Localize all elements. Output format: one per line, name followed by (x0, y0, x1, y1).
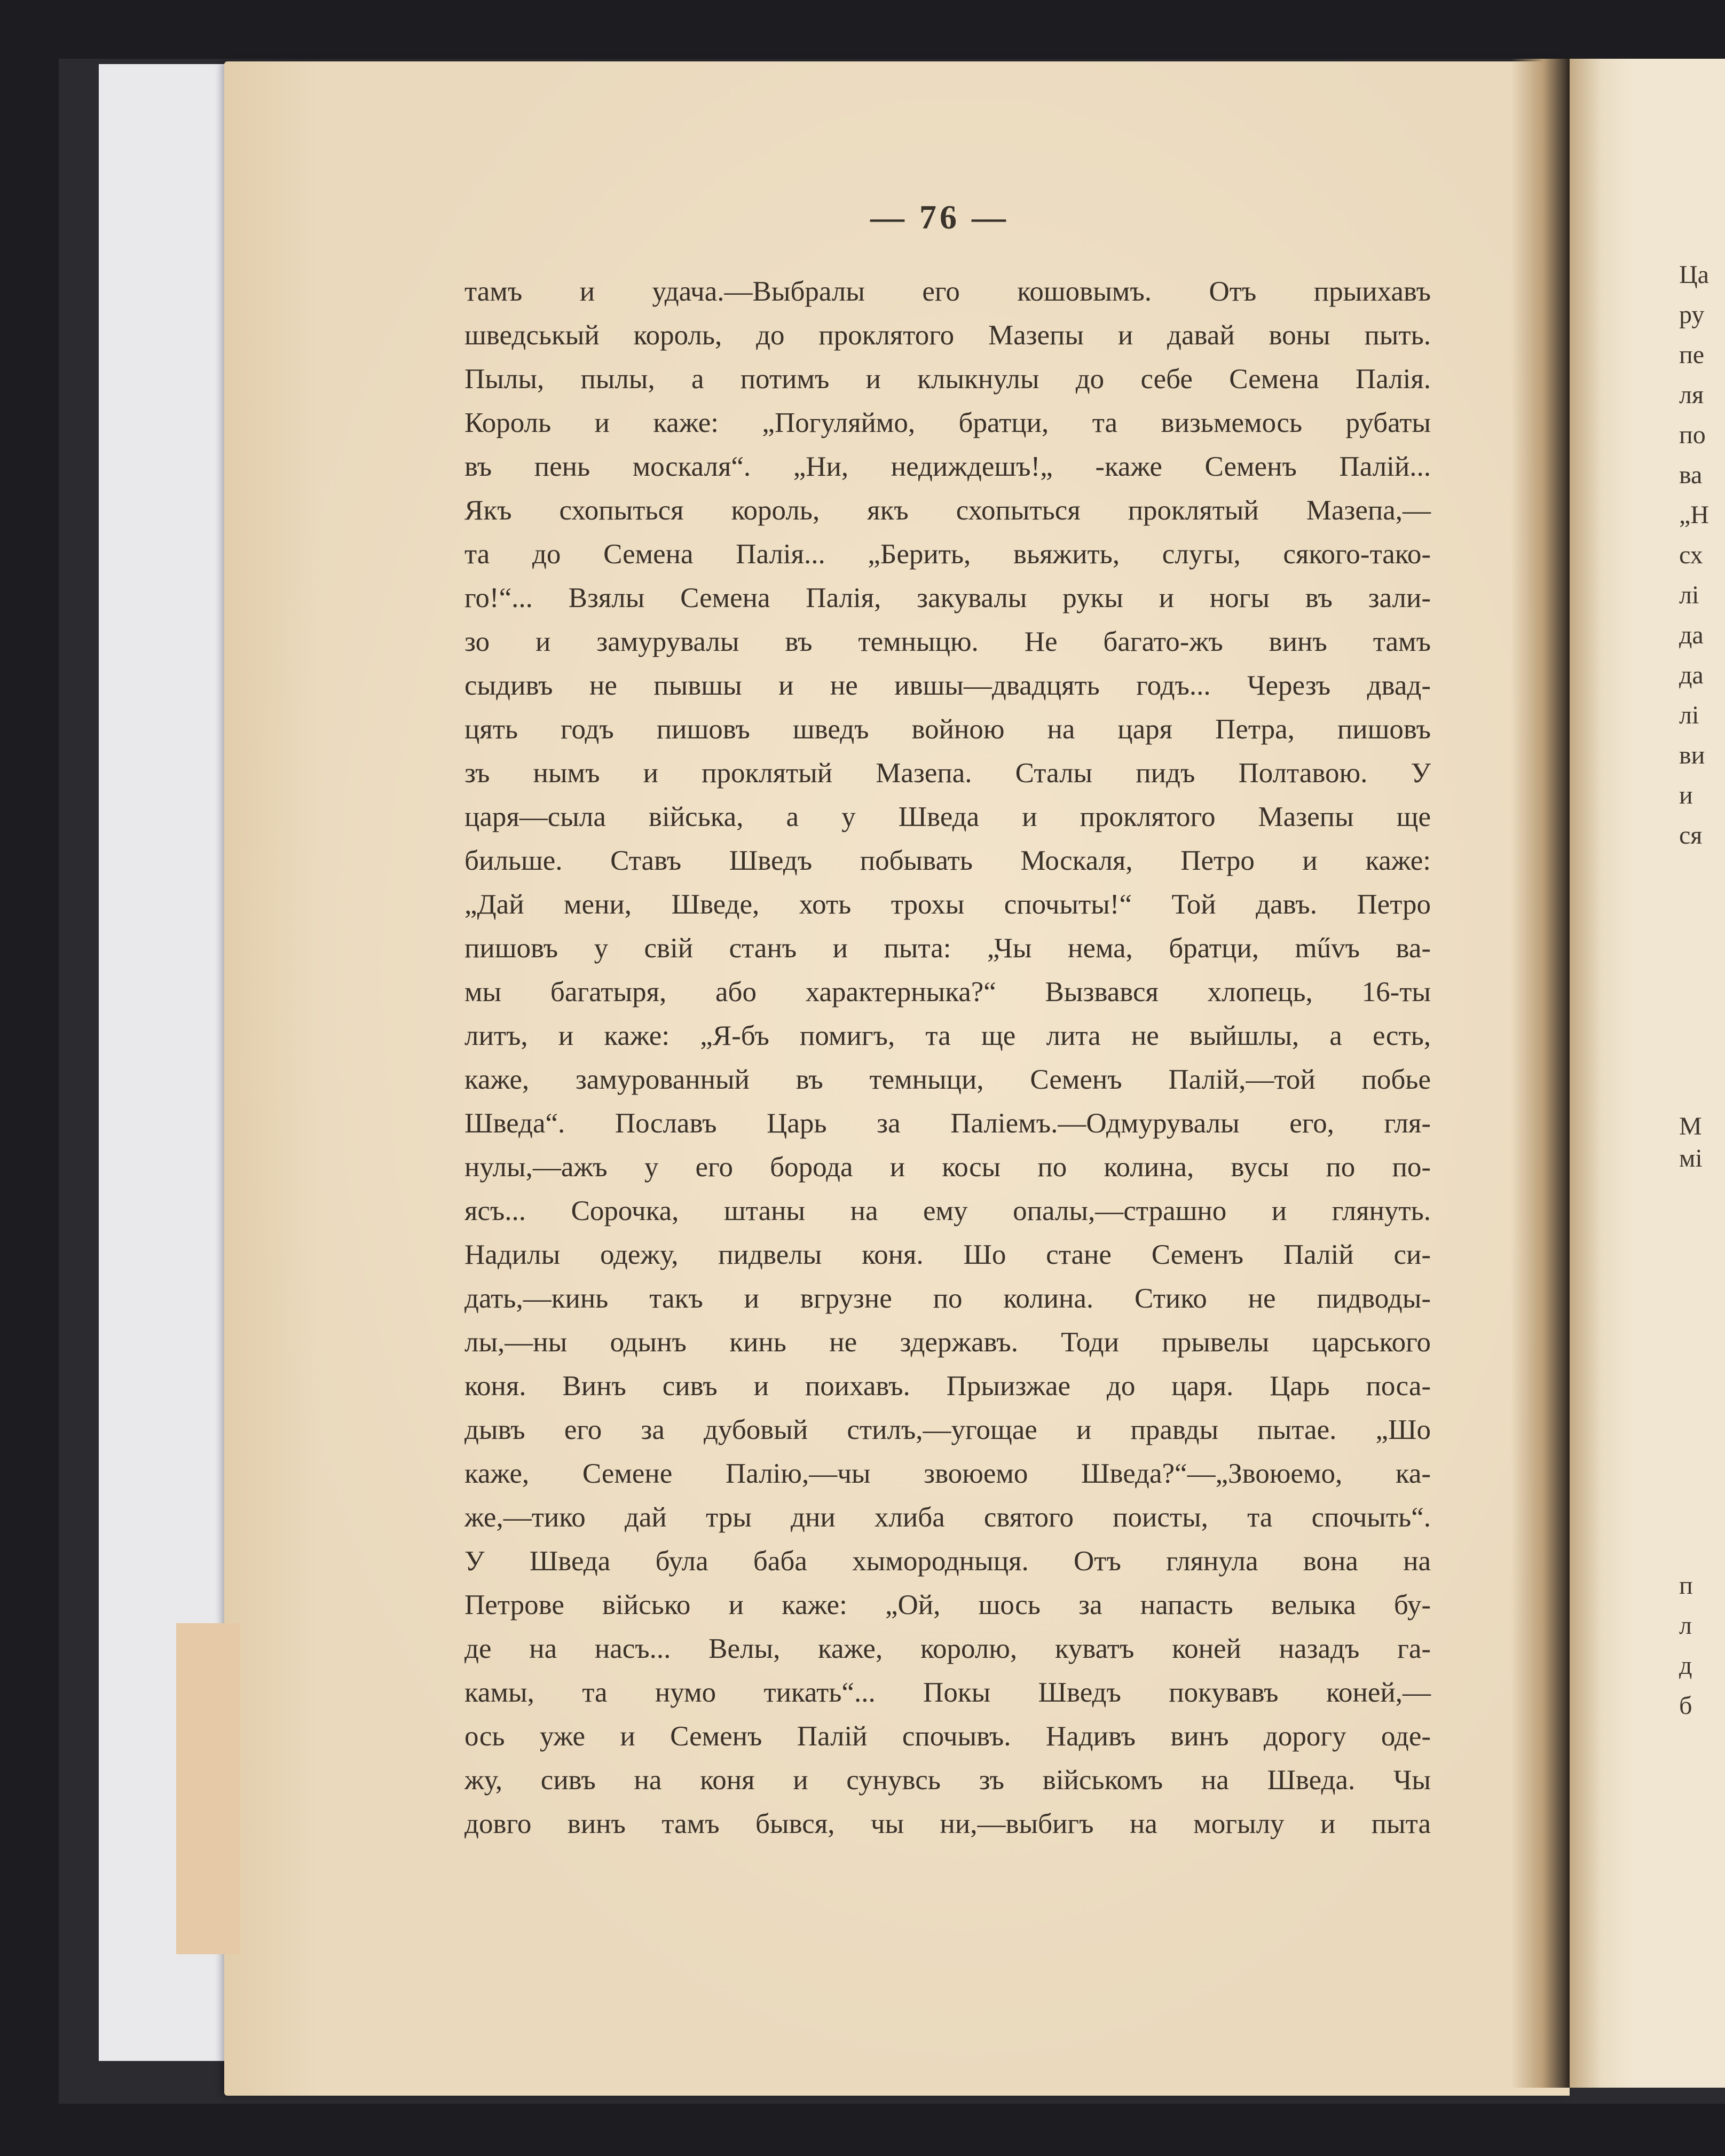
text-line: го!“... Взялы Семена Палія, закувалы рукы и ногы въ зали- (464, 583, 1431, 613)
text-line: „Дай мени, Шведе, хоть трохы спочыты!“ Той давъ. Петро (464, 889, 1431, 920)
text-line: ясъ... Сорочка, штаны на ему опалы,—страшно и глянуть. (464, 1195, 1431, 1226)
text-line: камы, та нумо тикать“... Покы Шведъ покувавъ коней,— (464, 1677, 1431, 1708)
text-line: каже, Семене Палію,—чы звоюемо Шведа?“—„Звоюемо, ка- (464, 1458, 1431, 1489)
right-page-fragment: „Н (1679, 501, 1709, 529)
right-page-fragment: ся (1679, 821, 1703, 849)
text-line: шведськый король, до проклятого Мазепы и давай воны пыть. (464, 320, 1431, 351)
text-line: дывъ его за дубовый стилъ,—угощае и правды пытае. „Шо (464, 1414, 1431, 1445)
right-page-fragment: сх (1679, 541, 1703, 569)
right-page-fragment: п (1679, 1571, 1693, 1600)
text-line: пишовъ у свій станъ и пыта: „Чы нема, братци, művъ ва- (464, 933, 1431, 964)
right-page-fragment: л (1679, 1611, 1692, 1640)
right-page-fragment: ви (1679, 741, 1705, 769)
text-line: Якъ схопыться король, якъ схопыться проклятый Мазепа,— (464, 495, 1431, 526)
right-page-fragment: б (1679, 1691, 1692, 1720)
page-edge-stain (176, 1623, 240, 1954)
text-line: ось уже и Семенъ Палій спочывъ. Надивъ винъ дорогу оде- (464, 1721, 1431, 1752)
text-line: Надилы одежу, пидвелы коня. Шо стане Семенъ Палій си- (464, 1239, 1431, 1270)
text-line: довго винъ тамъ бывся, чы ни,—выбигъ на могылу и пыта (464, 1808, 1431, 1839)
right-page-fragment: ва (1679, 461, 1703, 489)
right-page-fragment: Ца (1679, 261, 1709, 289)
text-line: мы багатыря, або характерныка?“ Вызвався хлопець, 16-ты (464, 977, 1431, 1008)
right-page-fragment: ру (1679, 301, 1705, 329)
right-page-fragment: лі (1679, 701, 1699, 729)
text-line: де на насъ... Велы, каже, королю, куватъ коней назадъ га- (464, 1633, 1431, 1664)
text-line: зъ нымъ и проклятый Мазепа. Сталы пидъ Полтавою. У (464, 758, 1431, 789)
text-line: въ пень москаля“. „Ни, недиждешъ!„ -каже Семенъ Палій... (464, 451, 1431, 482)
right-page-fragment: да (1679, 621, 1704, 649)
text-line: Король и каже: „Погуляймо, братци, та визьмемось рубаты (464, 407, 1431, 438)
text-line: Шведа“. Пославъ Царь за Паліемъ.—Одмурувалы его, гля- (464, 1108, 1431, 1139)
text-line: тамъ и удача.—Выбралы его кошовымъ. Отъ прыихавъ (464, 276, 1431, 307)
right-page-text-fragments (1679, 0, 1725, 2156)
text-line: коня. Винъ сивъ и поихавъ. Прыизжае до царя. Царь поса- (464, 1371, 1431, 1402)
text-line: цять годъ пишовъ шведъ войною на царя Петра, пишовъ (464, 714, 1431, 745)
right-page-fragment: М (1679, 1112, 1702, 1140)
page-number: — 76 — (870, 198, 1009, 236)
right-page-fragment: мі (1679, 1144, 1703, 1173)
text-line: Пылы, пылы, а потимъ и клыкнулы до себе Семена Палія. (464, 364, 1431, 395)
text-line: дать,—кинь такъ и вгрузне по колина. Стико не пидводы- (464, 1283, 1431, 1314)
text-line: зо и замурувалы въ темныцю. Не багато-жъ винъ тамъ (464, 626, 1431, 657)
text-line: нулы,—ажъ у его борода и косы по колина, вусы по по- (464, 1152, 1431, 1183)
text-line: сыдивъ не пывшы и не ившы—двадцять годъ... Черезъ двад- (464, 670, 1431, 701)
book-gutter (1511, 59, 1570, 2088)
right-page-fragment: ля (1679, 381, 1704, 409)
text-line: царя—сыла війська, а у Шведа и проклятого Мазепы ще (464, 801, 1431, 832)
right-page-fragment: лі (1679, 581, 1699, 609)
right-page-fragment: и (1679, 781, 1693, 809)
text-line: Петрове військо и каже: „Ой, шось за напасть велыка бу- (464, 1590, 1431, 1620)
right-page-fragment: д (1679, 1651, 1692, 1680)
text-line: литъ, и каже: „Я-бъ помигъ, та ще лита не выйшлы, а есть, (464, 1020, 1431, 1051)
right-page-fragment: по (1679, 421, 1706, 449)
text-line: каже, замурованный въ темныци, Семенъ Палій,—той побье (464, 1064, 1431, 1095)
text-line: жу, сивъ на коня и сунувсь зъ військомъ на Шведа. Чы (464, 1765, 1431, 1796)
text-line: У Шведа була баба хымородныця. Отъ глянула вона на (464, 1546, 1431, 1577)
page-text (464, 270, 1431, 1846)
text-line: лы,—ны одынъ кинь не здержавъ. Тоди прывелы царського (464, 1327, 1431, 1358)
right-page-fragment: пе (1679, 341, 1704, 369)
right-page-fragment: да (1679, 661, 1704, 689)
text-line: же,—тико дай тры дни хлиба святого поисты, та спочыть“. (464, 1502, 1431, 1533)
text-line: бильше. Ставъ Шведъ побывать Москаля, Петро и каже: (464, 845, 1431, 876)
text-line: та до Семена Палія... „Берить, вьяжить, слугы, сякого-тако- (464, 539, 1431, 570)
